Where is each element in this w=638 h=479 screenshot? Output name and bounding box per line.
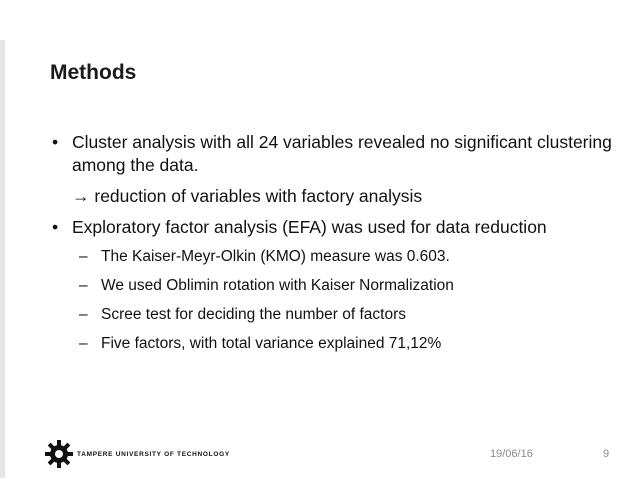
left-accent-bar xyxy=(0,40,5,478)
sub-bullet-marker: – xyxy=(79,277,88,294)
sub-bullet-item xyxy=(52,334,612,354)
gear-logo-icon xyxy=(44,439,74,469)
bullet-text: → reduction of variables with factory analysis xyxy=(72,186,423,206)
sub-bullet-item xyxy=(52,247,612,267)
sub-bullet-text: We used Oblimin rotation with Kaiser Normalization xyxy=(101,277,454,294)
slide-date: 19/06/16 xyxy=(490,448,533,460)
bullet-text: Exploratory factor analysis (EFA) was used for data reduction xyxy=(72,217,547,237)
sub-bullet-text: Five factors, with total variance explained 71,12% xyxy=(101,335,442,352)
sub-bullet-marker: – xyxy=(79,248,88,265)
sub-bullet-item xyxy=(52,305,612,325)
slide-body xyxy=(52,131,612,363)
bullet-marker: • xyxy=(52,132,59,152)
bullet-item xyxy=(52,131,612,177)
slide-title: Methods xyxy=(50,61,137,84)
bullet-text: Cluster analysis with all 24 variables revealed no significant clustering among the data. xyxy=(72,132,612,175)
sub-bullet-marker: – xyxy=(79,306,88,323)
bullet-item xyxy=(52,216,612,239)
bullet-marker: • xyxy=(52,217,59,237)
organization-name: TAMPERE UNIVERSITY OF TECHNOLOGY xyxy=(77,451,230,458)
sub-bullet-item xyxy=(52,276,612,296)
sub-bullet-text: Scree test for deciding the number of factors xyxy=(101,306,406,323)
sub-bullet-text: The Kaiser-Meyr-Olkin (KMO) measure was 0.603. xyxy=(101,248,450,265)
page-number: 9 xyxy=(603,448,610,460)
bullet-continuation xyxy=(52,185,612,208)
sub-bullet-marker: – xyxy=(79,335,88,352)
